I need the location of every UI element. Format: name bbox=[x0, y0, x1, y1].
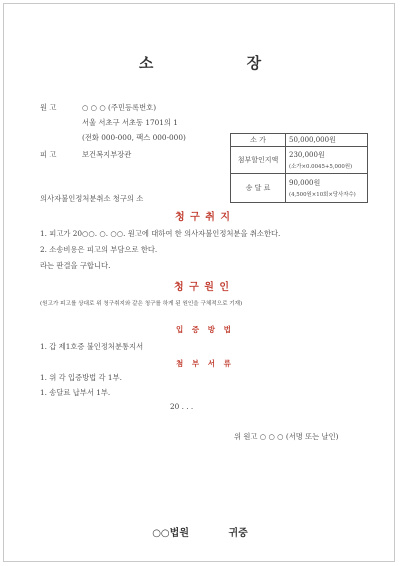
complaint-document bbox=[3, 3, 395, 562]
fee-detail: (4,500원×10회×당사자수) bbox=[289, 192, 356, 198]
court-suffix: 귀중 bbox=[228, 528, 248, 539]
fee-detail: (소가×0.0045+5,000원) bbox=[289, 164, 353, 170]
evidence-heading: 입 증 방 법 bbox=[176, 325, 234, 334]
fee-label: 첨부할인지액 bbox=[231, 147, 286, 174]
claim-item-1: 1. 피고가 20○○. ○. ○○. 원고에 대하여 한 의사자불인정처분을 취소한다. bbox=[40, 229, 281, 238]
filing-date: 20 . . . bbox=[170, 402, 194, 411]
fee-value: 90,000원 (4,500원×10회×당사자수) bbox=[286, 174, 368, 203]
cause-text: (원고가 피고를 상대로 위 청구취지와 같은 청구를 하게 된 원인을 구체적으로 기재) bbox=[40, 301, 243, 307]
fee-row-stamp bbox=[231, 147, 368, 174]
plaintiff-contact: (전화 000-000, 팩스 000-000) bbox=[82, 133, 186, 142]
cause-heading: 청 구 원 인 bbox=[174, 282, 231, 293]
defendant-label: 피 고 bbox=[40, 150, 57, 159]
evidence-item-1: 1. 갑 제1호증 불인정처분통지서 bbox=[40, 342, 144, 351]
attachment-item-1: 1. 위 각 입증방법 각 1부. bbox=[40, 373, 122, 382]
attachments-heading: 첨 부 서 류 bbox=[176, 359, 234, 368]
fee-row-service bbox=[231, 174, 368, 203]
plaintiff-signature: 위 원고 ○ ○ ○ (서명 또는 날인) bbox=[234, 432, 339, 441]
plaintiff-name: ○ ○ ○ (주민등록번호) bbox=[82, 103, 157, 112]
fee-table bbox=[230, 133, 368, 203]
court-addressee bbox=[4, 524, 396, 539]
plaintiff-address: 서울 서초구 서초동 1701의 1 bbox=[82, 118, 178, 127]
plaintiff-label: 원 고 bbox=[40, 103, 57, 112]
fee-label: 송 달 료 bbox=[231, 174, 286, 203]
claim-item-2: 2. 소송비용은 피고의 부담으로 한다. bbox=[40, 245, 158, 254]
claim-heading: 청 구 취 지 bbox=[175, 212, 232, 223]
fee-value: 50,000,000원 bbox=[286, 134, 368, 147]
claim-conclusion: 라는 판결을 구합니다. bbox=[40, 261, 111, 270]
attachment-item-2: 1. 송달료 납부서 1부. bbox=[40, 388, 111, 397]
fee-row-claim-amount bbox=[231, 134, 368, 147]
defendant-name: 보건복지부장관 bbox=[82, 150, 132, 159]
document-title: 소 장 bbox=[138, 54, 306, 72]
fee-label: 소 가 bbox=[231, 134, 286, 147]
fee-value: 230,000원 (소가×0.0045+5,000원) bbox=[286, 147, 368, 174]
court-name: ○○법원 bbox=[152, 528, 189, 539]
case-name: 의사자불인정처분취소 청구의 소 bbox=[40, 194, 144, 203]
